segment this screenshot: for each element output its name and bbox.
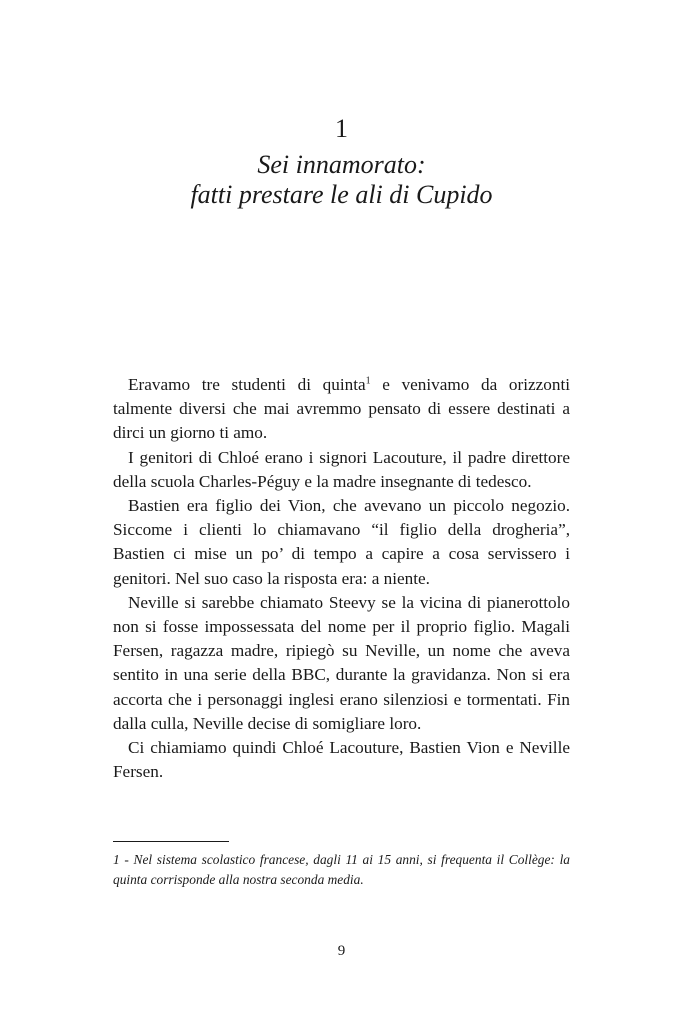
paragraph-2: I genitori di Chloé erano i signori Lacouture, il padre direttore della scuola Charles-Péguy e la madre insegnante di tedesco. [113, 447, 570, 491]
chapter-number: 1 [335, 114, 348, 143]
paragraph-1-start: Eravamo tre studenti di quinta [128, 375, 366, 394]
page-number: 9 [337, 943, 346, 959]
paragraph-5: Ci chiamiamo quindi Chloé Lacouture, Bastien Vion e Neville Fersen. [113, 738, 570, 782]
chapter-title [0, 150, 683, 210]
footnote-separator [113, 841, 229, 842]
chapter-title-line-1: Sei innamorato: [257, 150, 426, 179]
paragraph-4: Neville si sarebbe chiamato Steevy se la vicina di pianerottolo non si fosse impossessata del nome per il proprio figlio. Magali Fersen, ragazza madre, ripiegò su Neville, un nome che aveva sentito in una serie della BBC, durante la gravidanza. Non si era accorta che i personaggi inglesi erano silenziosi e tormentati. Fin dalla culla, Neville decise di somigliare loro. [113, 592, 570, 733]
footnote-reference: 1 [365, 375, 371, 387]
body-text [113, 373, 570, 784]
paragraph-3: Bastien era figlio dei Vion, che avevano un piccolo negozio. Siccome i clienti lo chiamavano “il figlio della drogheria”, Bastien ci mise un po’ di tempo a capire a cosa servissero i genitori. Nel suo caso la risposta era: a niente. [113, 496, 570, 588]
footnote: 1 - Nel sistema scolastico francese, dagli 11 ai 15 anni, si frequenta il Collège: la quinta corrisponde alla nostra seconda media. [113, 852, 570, 887]
paragraph-1 [113, 373, 570, 446]
chapter-title-line-2: fatti prestare le ali di Cupido [190, 180, 493, 209]
paragraph-1-end: e venivamo da orizzonti talmente diversi che mai avremmo pensato di essere destinati a dirci un giorno ti amo. [113, 375, 571, 443]
